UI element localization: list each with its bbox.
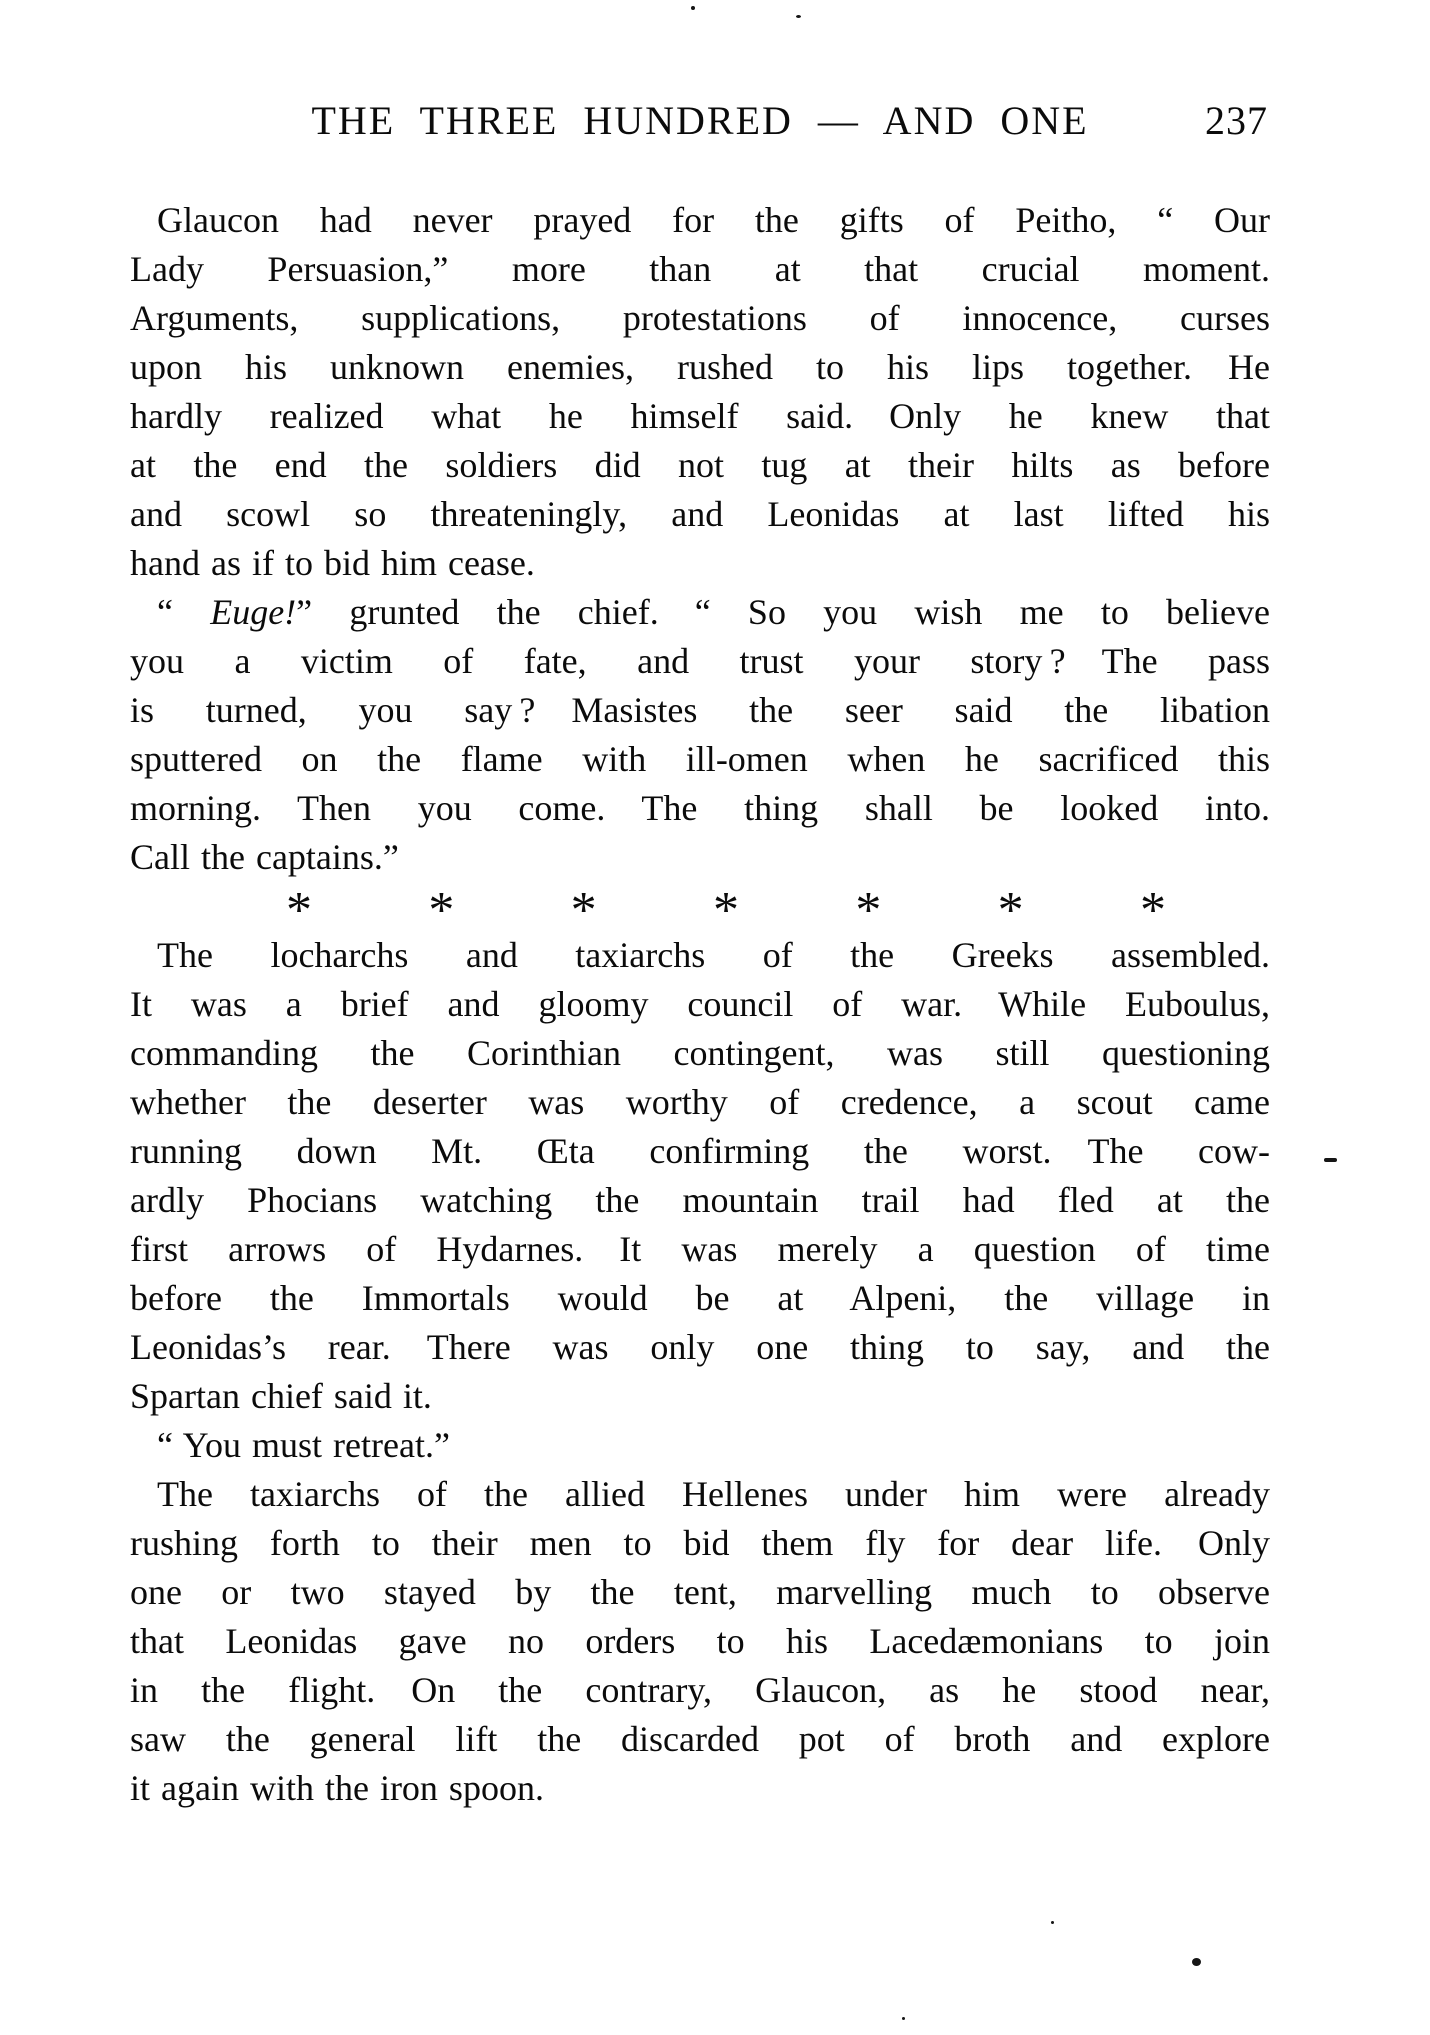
text-line: hardly realized what he himself said. Only he knew that xyxy=(130,396,1270,436)
text-line: is turned, you say ? Masistes the seer said the libation xyxy=(130,690,1270,730)
asterisk: * xyxy=(428,882,455,939)
text-line: Lady Persuasion,” more than at that crucial moment. xyxy=(130,249,1270,289)
text-line: first arrows of Hydarnes. It was merely a question of time xyxy=(130,1229,1270,1269)
text-line: rushing forth to their men to bid them fly for dear life. Only xyxy=(130,1523,1270,1563)
asterisk: * xyxy=(997,882,1024,939)
paragraph xyxy=(130,1421,1270,1470)
asterisk: * xyxy=(286,882,312,939)
paragraph xyxy=(130,196,1270,588)
ink-speck xyxy=(1051,1921,1054,1924)
text-line: sputtered on the flame with ill-omen when he sacrificed this xyxy=(130,739,1270,779)
asterisk: * xyxy=(855,882,882,939)
asterisk: * xyxy=(712,882,739,939)
text-line: The taxiarchs of the allied Hellenes under him were already xyxy=(157,1474,1270,1514)
text-line: Spartan chief said it. xyxy=(130,1376,432,1416)
asterisk-separator xyxy=(286,882,1166,939)
text-line: commanding the Corinthian contingent, was still questioning xyxy=(130,1033,1270,1073)
text-line: ardly Phocians watching the mountain trail had fled at the xyxy=(130,1180,1270,1220)
text-line: you a victim of fate, and trust your story ? The pass xyxy=(130,641,1270,681)
ink-speck xyxy=(691,6,695,10)
text-line: hand as if to bid him cease. xyxy=(130,543,535,583)
text-line: Leonidas’s rear. There was only one thing to say, and the xyxy=(130,1327,1270,1367)
text-line: Call the captains.” xyxy=(130,837,399,877)
text-line: “ Euge!” grunted the chief. “ So you wish me to believe xyxy=(157,592,1270,632)
paragraph xyxy=(130,931,1270,1421)
running-title: THE THREE HUNDRED — AND ONE xyxy=(311,98,1089,143)
asterisk: * xyxy=(1139,882,1166,939)
page-number: 237 xyxy=(1205,98,1268,143)
text-line: The locharchs and taxiarchs of the Greeks assembled. xyxy=(157,935,1270,975)
text-line: “ You must retreat.” xyxy=(157,1425,450,1465)
text-line: whether the deserter was worthy of credence, a scout came xyxy=(130,1082,1270,1122)
paragraph xyxy=(130,1470,1270,1813)
ink-speck xyxy=(1192,1958,1201,1966)
ink-speck xyxy=(902,2017,905,2020)
text-line: in the flight. On the contrary, Glaucon, as he stood near, xyxy=(130,1670,1270,1710)
text-line: at the end the soldiers did not tug at their hilts as before xyxy=(130,445,1270,485)
text-line: It was a brief and gloomy council of war. While Euboulus, xyxy=(130,984,1270,1024)
text-line: saw the general lift the discarded pot of broth and explore xyxy=(130,1719,1270,1759)
text-line: morning. Then you come. The thing shall be looked into. xyxy=(130,788,1270,828)
text-line: before the Immortals would be at Alpeni, the village in xyxy=(130,1278,1270,1318)
ink-speck xyxy=(1324,1158,1337,1162)
paragraph xyxy=(130,588,1270,882)
text-line: one or two stayed by the tent, marvelling much to observe xyxy=(130,1572,1270,1612)
text-line: Glaucon had never prayed for the gifts of Peitho, “ Our xyxy=(157,200,1270,240)
asterisk: * xyxy=(570,882,597,939)
ink-speck xyxy=(796,15,801,18)
text-line: Arguments, supplications, protestations of innocence, curses xyxy=(130,298,1270,338)
page-header xyxy=(130,98,1270,150)
text-line: and scowl so threateningly, and Leonidas at last lifted his xyxy=(130,494,1270,534)
text-line: upon his unknown enemies, rushed to his lips together. He xyxy=(130,347,1270,387)
text-line: running down Mt. Œta confirming the worst. The cow- xyxy=(130,1131,1270,1171)
text-block xyxy=(130,196,1270,1813)
text-line: that Leonidas gave no orders to his Lacedæmonians to join xyxy=(130,1621,1270,1661)
text-line: it again with the iron spoon. xyxy=(130,1768,544,1808)
